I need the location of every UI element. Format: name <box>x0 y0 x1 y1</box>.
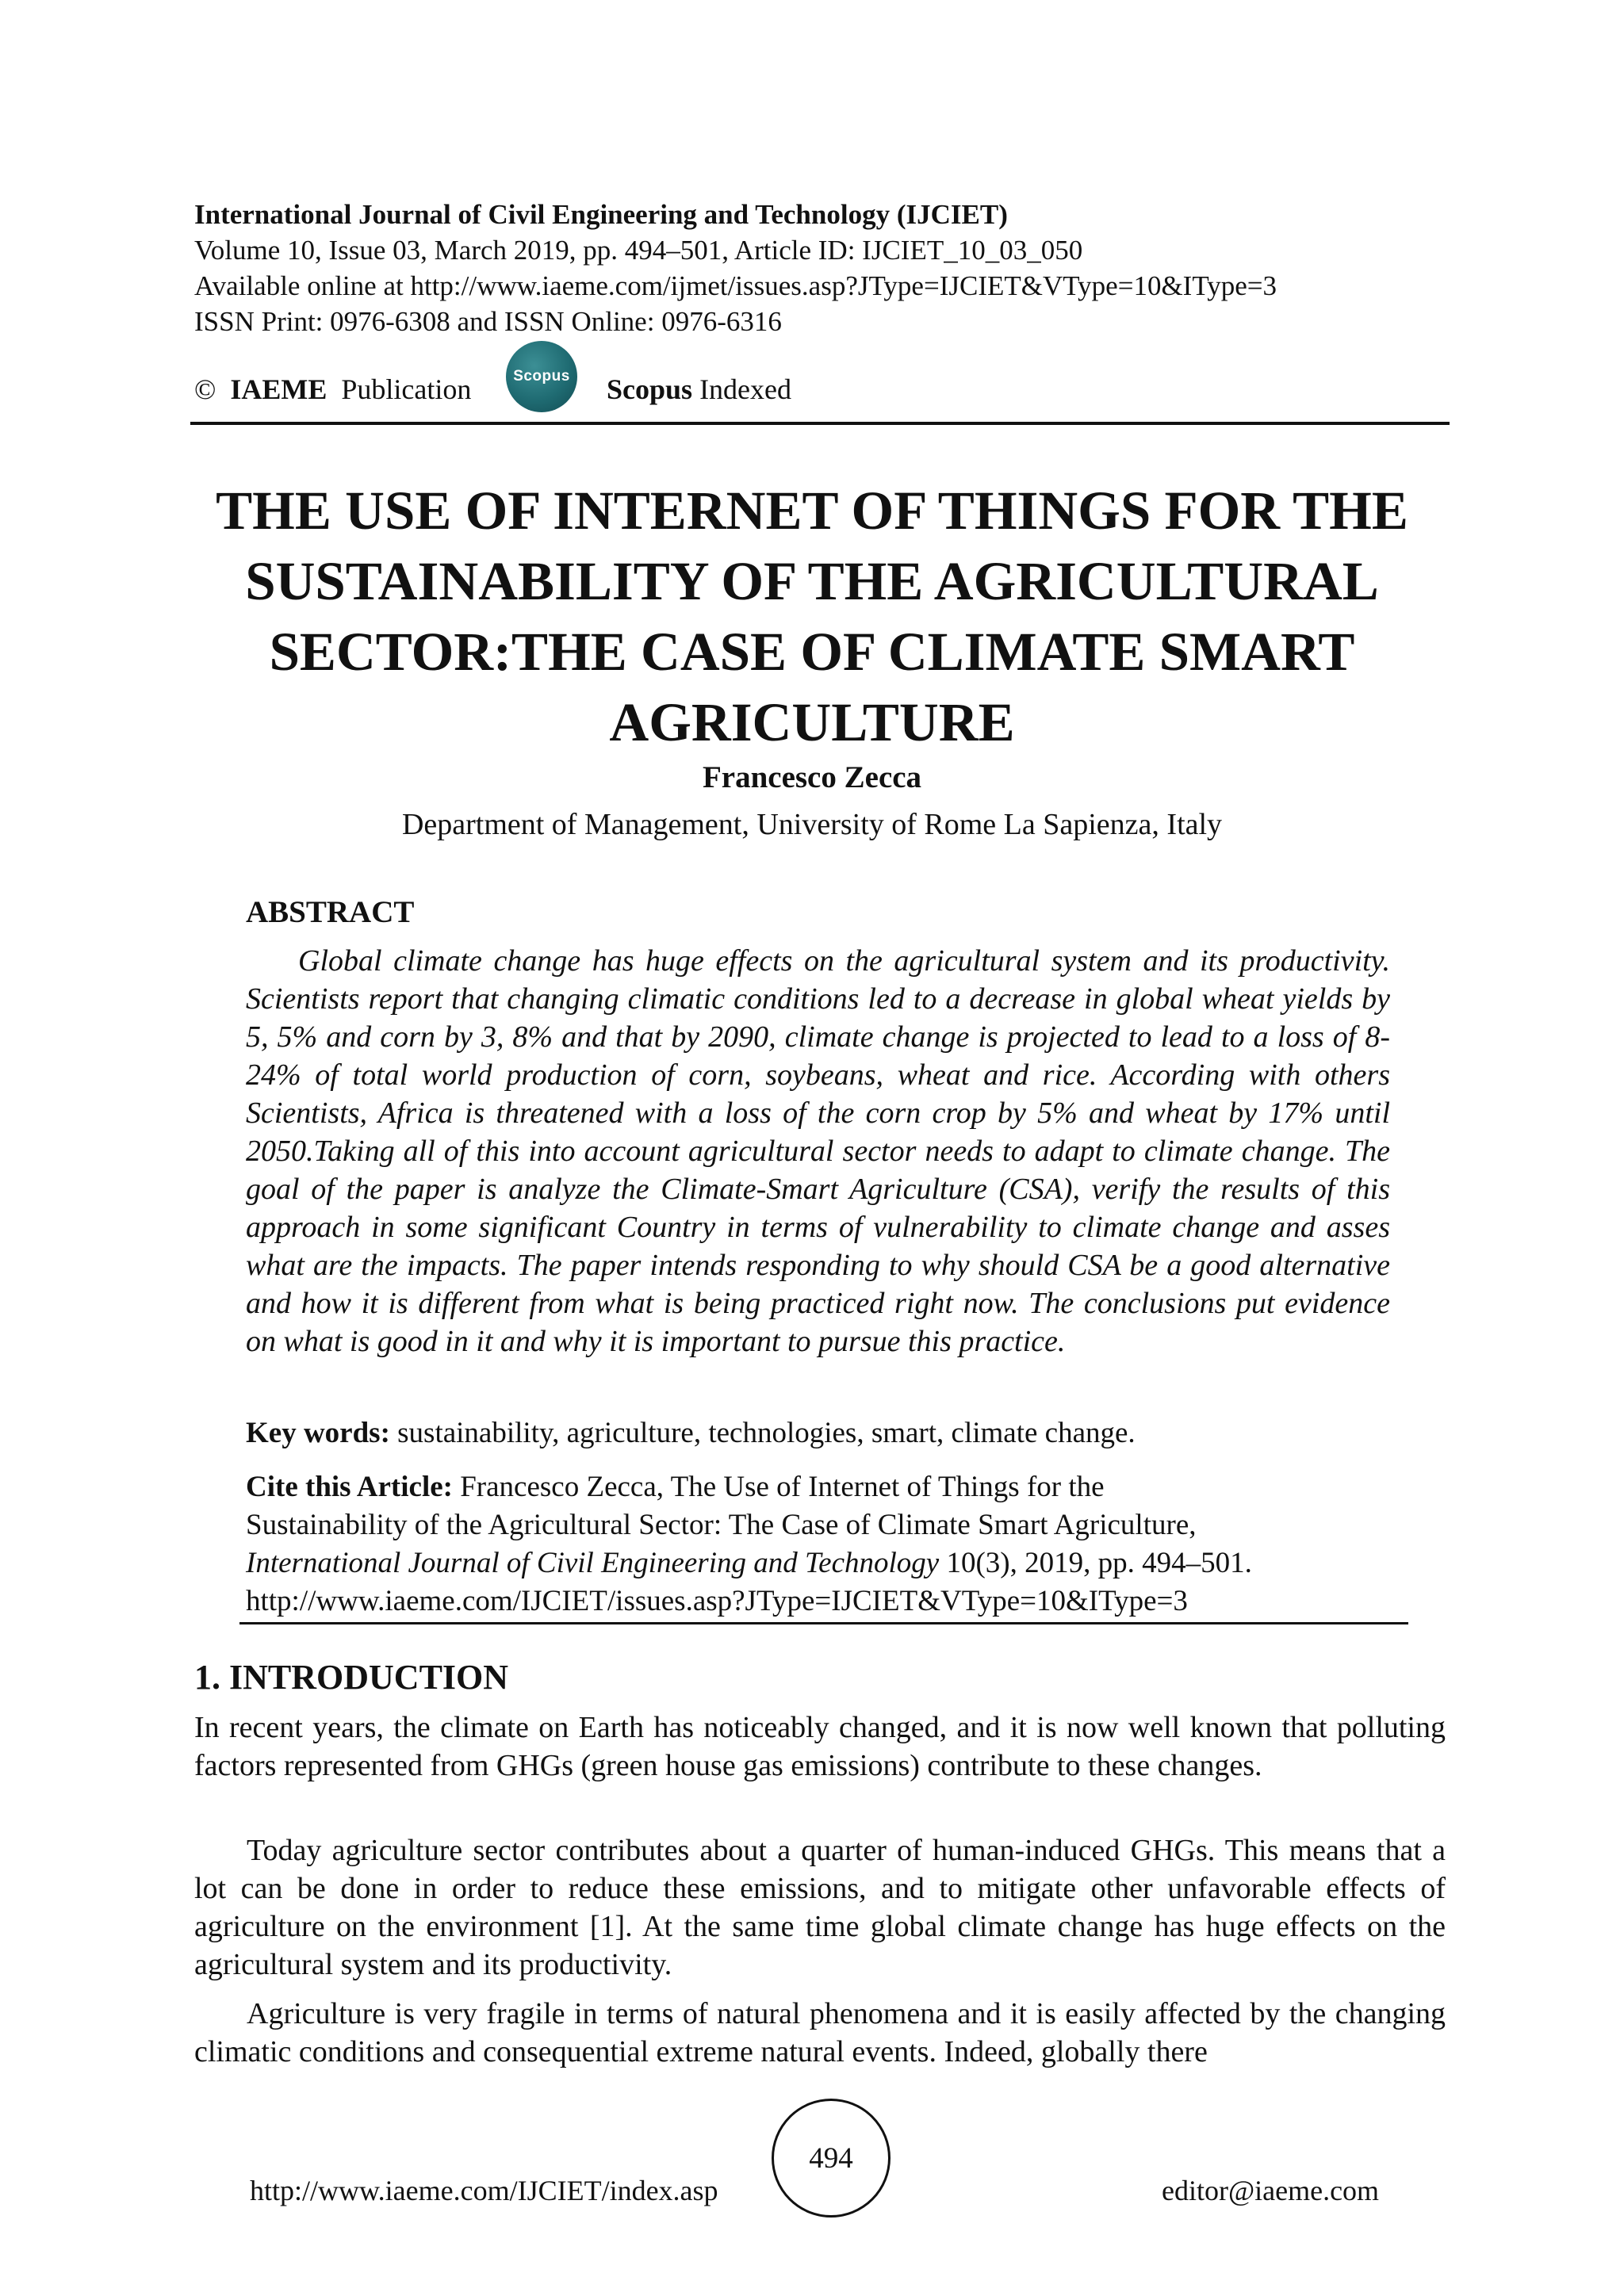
citation-divider <box>239 1622 1408 1624</box>
copyright-symbol: © <box>194 373 216 405</box>
author-affiliation: Department of Management, University of Rome La Sapienza, Italy <box>401 808 1223 841</box>
issn-info: ISSN Print: 0976-6308 and ISSN Online: 0976-6316 <box>194 306 782 337</box>
title-line: THE USE OF INTERNET OF THINGS FOR THE <box>216 480 1408 541</box>
scopus-logo-icon <box>506 341 577 412</box>
footer-journal-url[interactable]: http://www.iaeme.com/IJCIET/index.asp <box>250 2175 718 2206</box>
abstract-heading: ABSTRACT <box>246 895 415 929</box>
publisher-name: IAEME <box>230 373 327 405</box>
publisher-credit <box>194 373 471 406</box>
page-number-badge <box>772 2099 891 2218</box>
journal-header <box>194 197 1447 339</box>
volume-info: Volume 10, Issue 03, March 2019, pp. 494–501, Article ID: IJCIET_10_03_050 <box>194 235 1083 266</box>
scopus-name: Scopus <box>607 373 693 405</box>
author-name: Francesco Zecca <box>702 760 922 794</box>
scopus-indexed <box>607 373 791 406</box>
publisher-row <box>194 341 1447 412</box>
journal-name: International Journal of Civil Engineering and Technology (IJCIET) <box>194 199 1008 230</box>
citation-volume: 10(3), 2019, pp. 494–501. <box>946 1547 1252 1579</box>
title-line: AGRICULTURE <box>609 692 1015 752</box>
page-number: 494 <box>809 2141 853 2175</box>
body-paragraph: Agriculture is very fragile in terms of natural phenomena and it is easily affected by the changing climatic conditions and consequential extreme natural events. Indeed, globally there <box>194 1997 1446 2068</box>
citation-line <box>246 1468 1404 1506</box>
citation-label: Cite this Article: <box>246 1471 453 1503</box>
title-line: SECTOR:THE CASE OF CLIMATE SMART <box>269 622 1355 682</box>
keywords-label: Key words: <box>246 1417 390 1449</box>
citation-block <box>246 1468 1404 1621</box>
availability-info: Available online at http://www.iaeme.com/ijmet/issues.asp?JType=IJCIET&VType=10&IType=3 <box>194 270 1277 301</box>
footer-email[interactable]: editor@iaeme.com <box>1162 2175 1380 2206</box>
body-paragraph: In recent years, the climate on Earth has noticeably changed, and it is now well known that polluting factors represented from GHGs (green house gas emissions) contribute to these changes. <box>194 1711 1446 1782</box>
citation-line <box>246 1544 1404 1582</box>
title-line: SUSTAINABILITY OF THE AGRICULTURAL <box>245 551 1379 611</box>
paper-title <box>159 476 1465 758</box>
abstract-text: Global climate change has huge effects on the agricultural system and its productivity. Scientists report that changing climatic conditions led to a decrease in global wheat yields by 5, 5% and corn by 3, 8% and that by 2090, climate change is projected to lead to a loss of 8-24% of total world production of corn, soybeans, wheat and rice. According with others Scientists, Africa is threatened with a loss of the corn crop by 5% and wheat by 17% until 2050.Taking all of this into account agricultural sector needs to adapt to climate change. The goal of the paper is analyze the Climate-Smart Agriculture (CSA), verify the results of this approach in some significant Country in terms of vulnerability to climate change and asses what are the impacts. The paper intends responding to why should CSA be a good alternative and how it is different from what is being practiced right now. The conclusions put evidence on what is good in it and why it is important to pursue this practice. <box>246 944 1390 1358</box>
keywords-text: sustainability, agriculture, technologies, smart, climate change. <box>397 1417 1136 1449</box>
indexed-label: Indexed <box>699 373 792 405</box>
citation-line: Sustainability of the Agricultural Sector: The Case of Climate Smart Agriculture, <box>246 1509 1197 1541</box>
keywords <box>246 1414 1390 1452</box>
citation-authors: Francesco Zecca, The Use of Internet of Things for the <box>460 1471 1105 1503</box>
citation-url[interactable]: http://www.iaeme.com/IJCIET/issues.asp?JType=IJCIET&VType=10&IType=3 <box>246 1585 1188 1617</box>
body-paragraph: Today agriculture sector contributes about a quarter of human-induced GHGs. This means that a lot can be done in order to reduce these emissions, and to mitigate other unfavorable effects of agriculture on the environment [1]. At the same time global climate change has huge effects on the agricultural system and its productivity. <box>194 1834 1446 1981</box>
scopus-logo-text: Scopus <box>513 368 570 385</box>
citation-journal: International Journal of Civil Engineering and Technology <box>246 1547 940 1579</box>
section-heading-introduction: 1. INTRODUCTION <box>194 1658 509 1697</box>
header-divider <box>190 422 1450 425</box>
publisher-label: Publication <box>341 373 472 405</box>
